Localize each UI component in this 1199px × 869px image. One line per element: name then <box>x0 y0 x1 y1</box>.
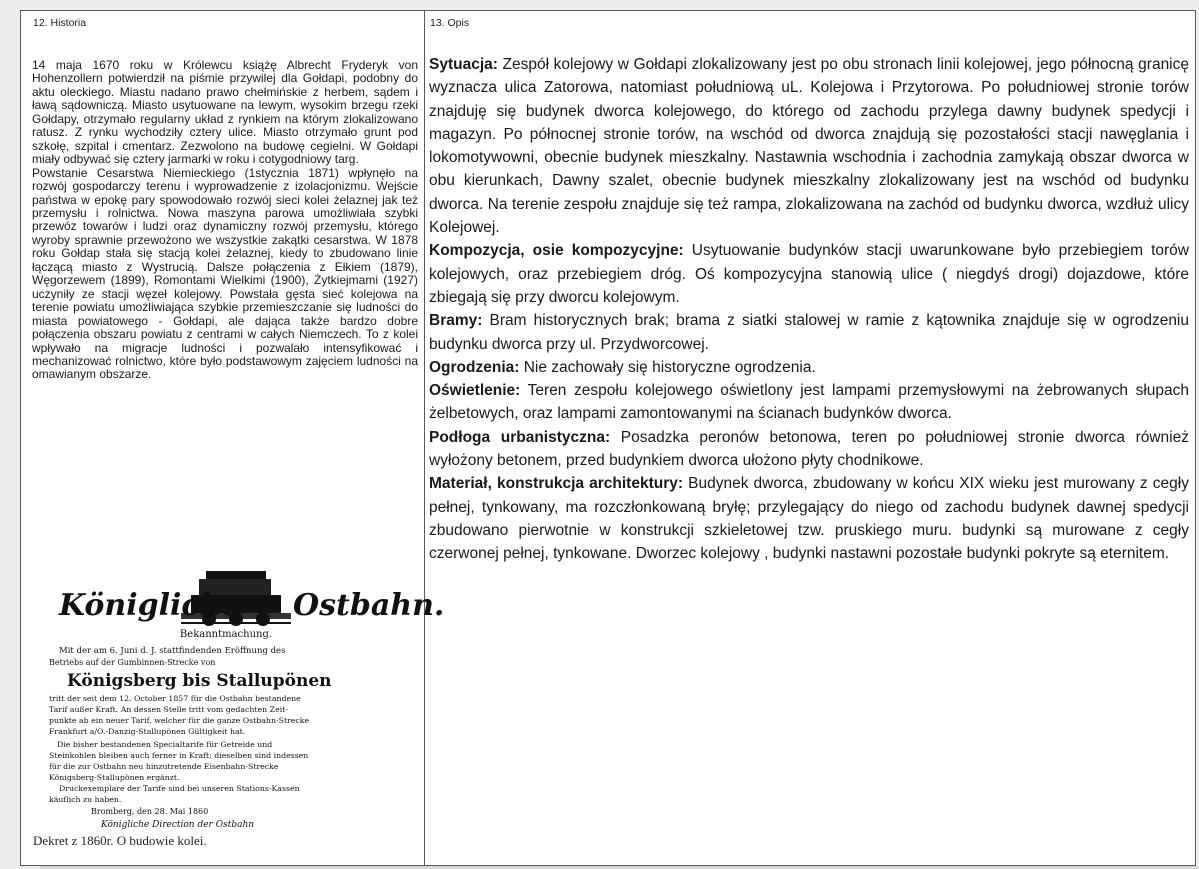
description-paragraph-ogrodzenia <box>429 356 1189 379</box>
decree-line: punkte ab ein neuer Tarif, welcher für die ganze Ostbahn-Strecke <box>49 716 310 725</box>
decree-line: für die zur Ostbahn neu hinzutretende Eisenbahn-Strecke <box>49 762 279 771</box>
decree-line: Mit der am 6. Juni d. J. stattfindenden Eröffnung des <box>59 646 286 656</box>
decree-title-left: Königliche <box>59 588 241 623</box>
column-divider <box>424 11 425 865</box>
description-body: Budynek dworca, zbudowany w końcu XIX wieku jest murowany z cegły pełnej, tynkowany, ma rozczłonkowaną bryłę; przylegający do niego od zachodu budynek dawnej spedycji zbudowano pierwotnie w konstrukcji szkieletowej tzw. pruskiego muru. budynki są murowane z cegły czerwonej pełnej, tynkowane. Dworzec kolejowy , budynki nastawni pozostałe budynki pokryte są eternitem. <box>429 475 1189 563</box>
description-paragraph-material <box>429 472 1189 565</box>
decree-signature: Königliche Direction der Ostbahn <box>101 820 255 830</box>
description-label: Materiał, konstrukcja architektury: <box>429 475 684 493</box>
description-body: Bram historycznych brak; brama z siatki stalowej w ramie z kątownika znajduje się w ogrodzeniu budynku dworca przy ul. Przydworcowej. <box>429 312 1189 353</box>
decree-line: Steinkohlen bleiben auch ferner in Kraft; dieselben sind indessen <box>49 751 309 760</box>
description-body: Teren zespołu kolejowego oświetlony jest lampami przemysłowymi na żebrowanych słupach żelbetowych, oraz lampami zamontowanymi na ścianach budynków dworca. <box>429 382 1189 423</box>
decree-line: Königsberg-Stallupönen ergänzt. <box>49 773 180 782</box>
decree-line: Betriebs auf der Gumbinnen-Strecke von <box>49 658 216 667</box>
section-header-opis: 13. Opis <box>430 17 470 29</box>
description-paragraph-podloga <box>429 426 1189 473</box>
description-label: Kompozycja, osie kompozycyjne: <box>429 242 684 260</box>
description-label: Podłoga urbanistyczna: <box>429 428 611 446</box>
description-text <box>429 53 1189 566</box>
decree-line: tritt der seit dem 12. October 1857 für die Ostbahn bestandene <box>49 694 301 703</box>
description-body: Zespół kolejowy w Gołdapi zlokalizowany jest po obu stronach linii kolejowej, jego północną granicę wyznacza ulica Zatorowa, natomiast południową uL. Kolejowa i Przytorowa. Po południowej stronie torów znajduję się budynek dworca kolejowego, do którego od zachodu przylega dawny budynek spedycji i magazyn. Po północnej stronie torów, na wschód od dworca znajdują się pozostałości stacji nawęglania i lokomotywowni, obecnie budynek mieszkalny. Nastawnia wschodnia i zachodnia zamykają obszar dworca w obu kierunkach, Dawny szalet, obecnie budynek mieszkalny zlokalizowany jest na wschód od budynku dworca. Na terenie zespołu znajduje się też rampa, zlokalizowana na zachód od budynku dworca, wzdłuż ulicy Kolejowej. <box>429 56 1189 237</box>
decree-line-heading: Königsberg bis Stallupönen <box>67 671 332 691</box>
description-body: Posadzka peronów betonowa, teren po południowej stronie dworca również wyłożony betonem, przed budynkiem dworca ułożono płyty chodnikowe. <box>429 428 1189 470</box>
history-paragraph: Powstanie Cesarstwa Niemieckiego (1stycznia 1871) wpłynęło na rozwój gospodarczy terenu i wyprowadzenie z izolacjonizmu. Wejście państwa w epokę pary spowodowało rozwój sieci kolei żelaznej jak też przemysłu i rolnictwa. Nowa maszyna parowa umożliwiała szybki przewóz towarów i ludzi oraz dynamiczny rozwój przemysłu, którego wyroby sprawnie przewożono we wszystkie zakątki cesarstwa. W 1878 roku Gołdap stała się stacją kolei żelaznej, kiedy to zbudowano linie łączącą miasto z Wystrucią. Dalsze połączenia z Ełkiem (1879), Węgorzewem (1899), Romontami Wielkimi (1900), Żytkiejmami (1927) uczyniły ze stacji węzeł kolejowy. Powstała gęsta sieć kolejowa na terenie powiatu umożliwiająca szybkie przemieszczanie się ludności do miasta powiatowego - Gołdapi, ale dająca także bardzo dobre połączenia obszaru powiatu z centrami w całych Niemczech. To z kolei wpływało na migracje ludności i pozwalało intensyfikować i mechanizować rolnictwo, które było podstawowym zajęciem ludności na omawianym obszarze. <box>32 165 418 382</box>
decree-caption: Dekret z 1860r. O budowie kolei. <box>33 833 207 848</box>
document-sheet <box>20 10 1196 866</box>
description-body: Usytuowanie budynków stacji uwarunkowane było przebiegiem torów kolejowych, oraz przebiegiem dróg. Oś kompozycyjna stanowią ulice ( niegdyś drogi) dojazdowe, które zbiegają się przy dworcu kolejowym. <box>429 242 1189 306</box>
decree-line: Bromberg, den 28. Mai 1860 <box>91 807 209 816</box>
description-paragraph-kompozycja <box>429 239 1189 309</box>
decree-line: Frankfurt a/O.-Danzig-Stallupönen Gültigkeit hat. <box>49 727 246 736</box>
decree-line: käuflich zu haben. <box>49 795 122 804</box>
description-body: Nie zachowały się historyczne ogrodzenia. <box>519 358 816 376</box>
description-paragraph-bramy <box>429 309 1189 356</box>
description-column <box>429 53 1189 566</box>
section-header-historia: 12. Historia <box>33 17 87 29</box>
description-label: Bramy: <box>429 312 483 330</box>
history-paragraph: 14 maja 1670 roku w Królewcu książę Albrecht Fryderyk von Hohenzollern potwierdził na piśmie przywilej dla Gołdapi, podobny do aktu oleckiego. Miastu nadano prawo chełmińskie z herbem, sądem i ławą sądowniczą. Miasto usytuowane na lewym, wysokim brzegu rzeki Gołdapy, otrzymało regularny układ z rynkiem na którym zlokalizowano ratusz. Z rynku wychodziły cztery ulice. Miasto otrzymało grunt pod szkołę, szpital i cmentarz. Zezwolono na budowę cegielni. W Gołdapi miały odbywać się cztery jarmarki w roku i cotygodniowy targ. <box>32 58 418 167</box>
decree-subtitle: Bekanntmachung. <box>179 629 273 640</box>
decree-line: Druckexemplare der Tarife sind bei unseren Stations-Kassen <box>59 784 300 793</box>
description-paragraph-oswietlenie <box>429 379 1189 426</box>
decree-title-right: Ostbahn. <box>293 588 445 623</box>
description-label: Oświetlenie: <box>429 382 521 400</box>
decree-line: Die bisher bestandenen Specialtarife für Getreide und <box>57 740 273 749</box>
description-label: Ogrodzenia: <box>429 358 520 376</box>
description-label: Sytuacja: <box>429 56 498 73</box>
history-text <box>32 59 418 382</box>
decree-image <box>31 571 445 831</box>
history-column <box>32 59 418 382</box>
description-paragraph-sytuacja <box>429 53 1189 239</box>
decree-scan <box>31 571 445 831</box>
decree-line: Tarif außer Kraft. An dessen Stelle tritt vom gedachten Zeit- <box>49 705 288 714</box>
